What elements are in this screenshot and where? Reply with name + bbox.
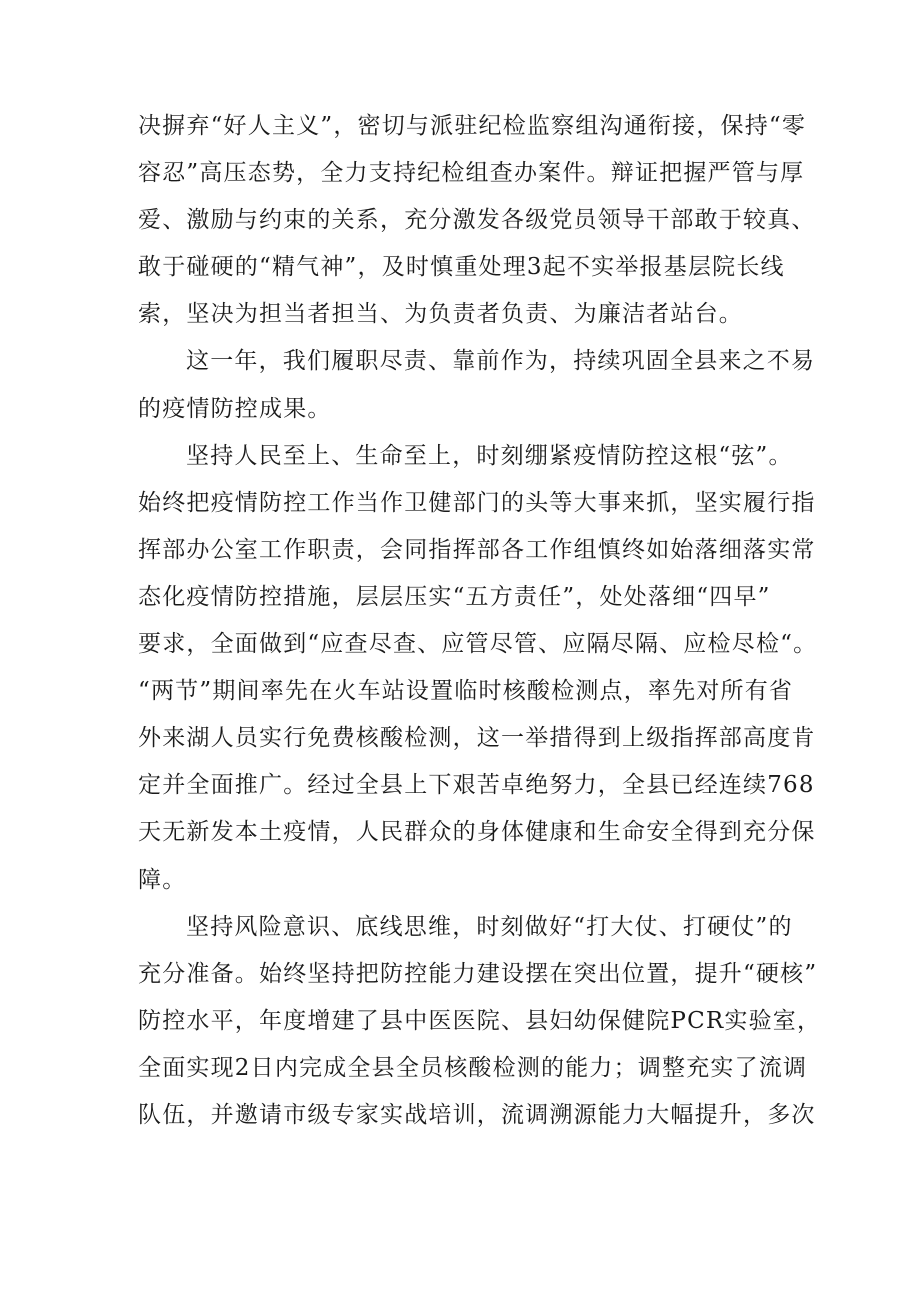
text-line: 障。 <box>138 866 187 893</box>
text-line: 索，坚决为担当者担当、为负责者负责、为廉洁者站台。 <box>138 301 743 328</box>
text-line: “两节”期间率先在火车站设置临时核酸检测点，率先对所有省 <box>138 678 794 705</box>
text-line: 充分准备。始终坚持把防控能力建设摆在突出位置，提升“硬核” <box>138 960 818 987</box>
text-line: 定并全面推广。经过全县上下艰苦卓绝努力，全县已经连续768 <box>138 772 815 799</box>
text-line: 要求，全面做到“应查尽查、应管尽管、应隔尽隔、应检尽检“。 <box>138 631 818 658</box>
text-line: 外来湖人员实行免费核酸检测，这一举措得到上级指挥部高度肯 <box>138 725 816 752</box>
text-line: 这一年，我们履职尽责、靠前作为，持续巩固全县来之不易 <box>186 348 816 375</box>
text-line: 的疫情防控成果。 <box>138 395 332 422</box>
text-line: 防控水平，年度增建了县中医医院、县妇幼保健院PCR实验室， <box>138 1007 822 1034</box>
text-line: 爱、激励与约束的关系，充分激发各级党员领导干部敢于较真、 <box>138 207 816 234</box>
paragraph <box>138 103 816 338</box>
text-line: 天无新发本土疫情，人民群众的身体健康和生命安全得到充分保 <box>138 819 816 846</box>
text-line: 决摒弃“好人主义”，密切与派驻纪检监察组沟通衔接，保持“零 <box>138 113 807 139</box>
text-line: 容忍”高压态势，全力支持纪检组查办案件。辩证把握严管与厚 <box>138 160 805 187</box>
text-line: 挥部办公室工作职责，会同指挥部各工作组慎终如始落细落实常 <box>138 536 816 563</box>
text-line: 态化疫情防控措施，层层压实“五方责任”，处处落细“四早” <box>138 583 771 610</box>
paragraph <box>138 904 822 1139</box>
text-line: 队伍，并邀请市级专家实战培训，流调溯源能力大幅提升，多次 <box>138 1101 816 1128</box>
paragraph <box>138 338 816 432</box>
body-text <box>138 103 822 1139</box>
text-line: 敢于碰硬的“精气神”，及时慎重处理3起不实举报基层院长线 <box>138 254 785 281</box>
text-line: 全面实现2日内完成全县全员核酸检测的能力；调整充实了流调 <box>138 1054 808 1081</box>
paragraph <box>138 433 818 904</box>
text-line: 坚持风险意识、底线思维，时刻做好“打大仗、打硬仗”的 <box>186 913 793 940</box>
text-line: 坚持人民至上、生命至上，时刻绷紧疫情防控这根“弦”。 <box>186 442 793 469</box>
text-line: 始终把疫情防控工作当作卫健部门的头等大事来抓，坚实履行指 <box>138 489 816 516</box>
